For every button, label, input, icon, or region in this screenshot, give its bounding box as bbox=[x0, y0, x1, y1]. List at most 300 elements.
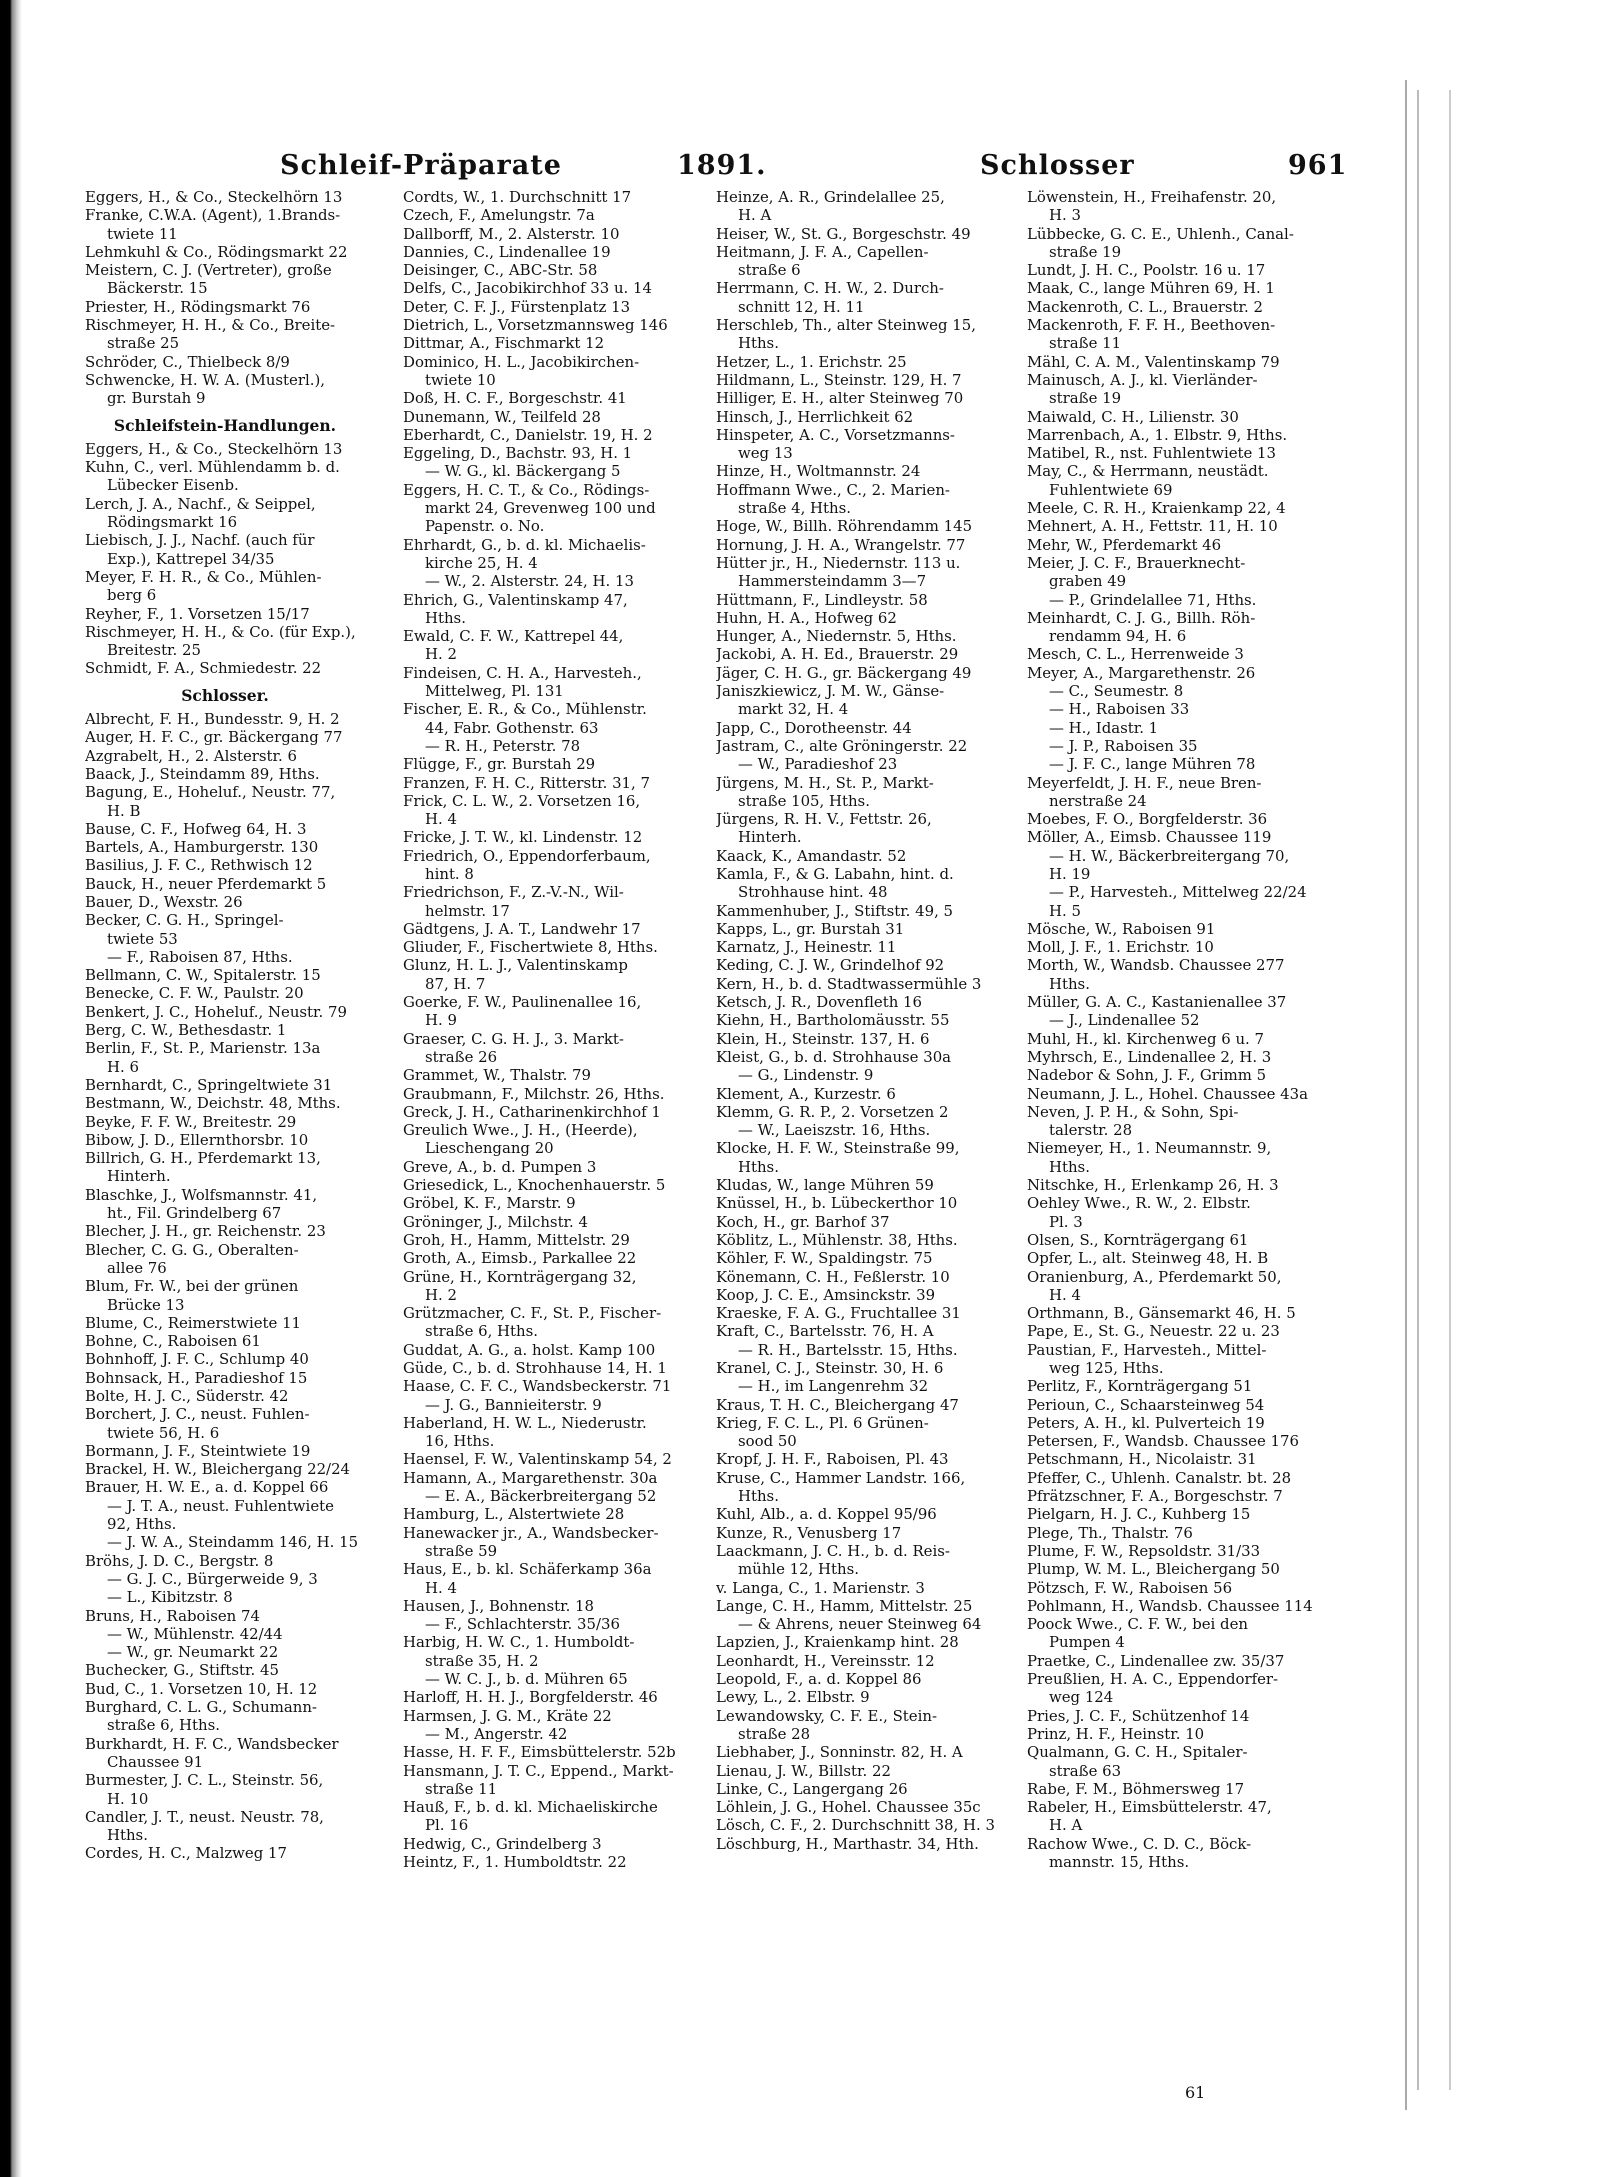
directory-entry: Herschleb, Th., alter Steinweg 15, bbox=[716, 316, 976, 335]
entry-continuation: H. 10 bbox=[107, 1789, 149, 1808]
directory-entry: Morth, W., Wandsb. Chaussee 277 bbox=[1027, 956, 1285, 975]
entry-continuation: Mittelweg, Pl. 131 bbox=[425, 682, 564, 701]
directory-entry: Hedwig, C., Grindelberg 3 bbox=[403, 1834, 602, 1853]
directory-entry: Nitschke, H., Erlenkamp 26, H. 3 bbox=[1027, 1176, 1279, 1195]
entry-continuation: Breitestr. 25 bbox=[107, 641, 201, 660]
directory-entry: Karnatz, J., Heinestr. 11 bbox=[716, 938, 897, 957]
page-edge-stack bbox=[1405, 80, 1467, 2110]
directory-entry: Hunger, A., Niedernstr. 5, Hths. bbox=[716, 627, 957, 646]
directory-entry: Franke, C.W.A. (Agent), 1.Brands- bbox=[85, 206, 341, 225]
directory-entry: Bause, C. F., Hofweg 64, H. 3 bbox=[85, 819, 307, 838]
entry-continuation: Hths. bbox=[425, 608, 466, 627]
entry-continuation: — R. H., Bartelsstr. 15, Hths. bbox=[738, 1340, 958, 1359]
directory-entry: Azgrabelt, H., 2. Alsterstr. 6 bbox=[85, 746, 297, 765]
directory-entry: Eberhardt, C., Danielstr. 19, H. 2 bbox=[403, 425, 653, 444]
directory-entry: Hinspeter, A. C., Vorsetzmanns- bbox=[716, 425, 955, 444]
signature-number: 61 bbox=[1185, 2083, 1206, 2102]
directory-entry: Bauck, H., neuer Pferdemarkt 5 bbox=[85, 874, 327, 893]
directory-entry: Poock Wwe., C. F. W., bei den bbox=[1027, 1615, 1248, 1634]
directory-entry: Hildmann, L., Steinstr. 129, H. 7 bbox=[716, 370, 962, 389]
entry-continuation: ht., Fil. Grindelberg 67 bbox=[107, 1204, 282, 1223]
directory-entry: Bibow, J. D., Ellernthorsbr. 10 bbox=[85, 1130, 309, 1149]
directory-entry: Franzen, F. H. C., Ritterstr. 31, 7 bbox=[403, 773, 650, 792]
entry-continuation: twiete 11 bbox=[107, 224, 178, 243]
directory-entry: Billrich, G. H., Pferdemarkt 13, bbox=[85, 1149, 321, 1168]
directory-entry: Gröbel, K. F., Marstr. 9 bbox=[403, 1194, 576, 1213]
directory-entry: Krieg, F. C. L., Pl. 6 Grünen- bbox=[716, 1413, 929, 1432]
directory-entry: Grüne, H., Kornträgergang 32, bbox=[403, 1267, 637, 1286]
directory-entry: Glunz, H. L. J., Valentinskamp bbox=[403, 956, 628, 975]
directory-entry: Olsen, S., Kornträgergang 61 bbox=[1027, 1230, 1249, 1249]
directory-entry: Dittmar, A., Fischmarkt 12 bbox=[403, 334, 605, 353]
directory-entry: Bestmann, W., Deichstr. 48, Mths. bbox=[85, 1094, 341, 1113]
entry-continuation: 44, Fabr. Gothenstr. 63 bbox=[425, 718, 599, 737]
entry-continuation: — W. G., kl. Bäckergang 5 bbox=[425, 462, 621, 481]
directory-entry: Friedrichson, F., Z.-V.-N., Wil- bbox=[403, 883, 624, 902]
directory-entry: Peters, A. H., kl. Pulverteich 19 bbox=[1027, 1413, 1265, 1432]
directory-entry: Dallborff, M., 2. Alsterstr. 10 bbox=[403, 224, 620, 243]
directory-entry: Keding, C. J. W., Grindelhof 92 bbox=[716, 956, 945, 975]
directory-entry: Gröninger, J., Milchstr. 4 bbox=[403, 1212, 588, 1231]
directory-entry: Jürgens, M. H., St. P., Markt- bbox=[716, 773, 934, 792]
directory-entry: Liebhaber, J., Sonninstr. 82, H. A bbox=[716, 1743, 963, 1762]
entry-continuation: twiete 53 bbox=[107, 929, 178, 948]
directory-entry: Möller, A., Eimsb. Chaussee 119 bbox=[1027, 828, 1272, 847]
directory-entry: Hanewacker jr., A., Wandsbecker- bbox=[403, 1523, 659, 1542]
directory-entry: Kropf, J. H. F., Raboisen, Pl. 43 bbox=[716, 1450, 949, 1469]
section-heading: Schlosser. bbox=[181, 686, 269, 705]
directory-entry: Herrmann, C. H. W., 2. Durch- bbox=[716, 279, 944, 298]
directory-entry: Fricke, J. T. W., kl. Lindenstr. 12 bbox=[403, 828, 643, 847]
directory-entry: v. Langa, C., 1. Marienstr. 3 bbox=[716, 1578, 925, 1597]
directory-entry: Kaack, K., Amandastr. 52 bbox=[716, 846, 907, 865]
directory-entry: Löwenstein, H., Freihafenstr. 20, bbox=[1027, 188, 1277, 206]
column-4 bbox=[1027, 188, 1327, 1871]
directory-entry: Marrenbach, A., 1. Elbstr. 9, Hths. bbox=[1027, 425, 1288, 444]
directory-entry: Ehrhardt, G., b. d. kl. Michaelis- bbox=[403, 535, 646, 554]
entry-continuation: straße 105, Hths. bbox=[738, 791, 870, 810]
directory-entry: Graeser, C. G. H. J., 3. Markt- bbox=[403, 1029, 624, 1048]
directory-entry: Kruse, C., Hammer Landstr. 166, bbox=[716, 1468, 966, 1487]
entry-continuation: nerstraße 24 bbox=[1049, 791, 1147, 810]
scan-shadow-left bbox=[0, 0, 22, 2177]
directory-entry: Schmidt, F. A., Schmiedestr. 22 bbox=[85, 659, 322, 678]
directory-entry: Fischer, E. R., & Co., Mühlenstr. bbox=[403, 700, 647, 719]
entry-continuation: — W., Mühlenstr. 42/44 bbox=[107, 1624, 283, 1643]
directory-entry: Harbig, H. W. C., 1. Humboldt- bbox=[403, 1633, 635, 1652]
directory-entry: Orthmann, B., Gänsemarkt 46, H. 5 bbox=[1027, 1304, 1296, 1323]
directory-entry: Harmsen, J. G. M., Kräte 22 bbox=[403, 1706, 612, 1725]
directory-entry: Gliuder, F., Fischertwiete 8, Hths. bbox=[403, 938, 658, 957]
directory-page bbox=[85, 150, 1348, 2110]
directory-entry: Pries, J. C. F., Schützenhof 14 bbox=[1027, 1706, 1250, 1725]
directory-entry: Nadebor & Sohn, J. F., Grimm 5 bbox=[1027, 1066, 1267, 1085]
directory-entry: Löschburg, H., Marthastr. 34, Hth. bbox=[716, 1834, 979, 1853]
directory-entry: Kuhn, C., verl. Mühlendamm b. d. bbox=[85, 458, 340, 477]
directory-entry: Gädtgens, J. A. T., Landwehr 17 bbox=[403, 919, 641, 938]
entry-continuation: kirche 25, H. 4 bbox=[425, 553, 538, 572]
directory-entry: Müller, G. A. C., Kastanienallee 37 bbox=[1027, 993, 1287, 1012]
directory-entry: Kranel, C. J., Steinstr. 30, H. 6 bbox=[716, 1359, 944, 1377]
directory-entry: Basilius, J. F. C., Rethwisch 12 bbox=[85, 856, 313, 875]
directory-entry: Lapzien, J., Kraienkamp hint. 28 bbox=[716, 1633, 959, 1652]
directory-entry: Deisinger, C., ABC-Str. 58 bbox=[403, 261, 598, 280]
directory-entry: Hinsch, J., Herrlichkeit 62 bbox=[716, 407, 914, 426]
directory-entry: Candler, J. T., neust. Neustr. 78, bbox=[85, 1807, 324, 1826]
entry-continuation: — & Ahrens, neuer Steinweg 64 bbox=[738, 1615, 982, 1634]
directory-entry: Hornung, J. H. A., Wrangelstr. 77 bbox=[716, 535, 966, 554]
directory-entry: Albrecht, F. H., Bundesstr. 9, H. 2 bbox=[85, 710, 340, 729]
directory-entry: Preußlien, H. A. C., Eppendorfer- bbox=[1027, 1670, 1279, 1689]
directory-entry: Leonhardt, H., Vereinsstr. 12 bbox=[716, 1651, 935, 1670]
entry-continuation: Brücke 13 bbox=[107, 1295, 185, 1314]
directory-entry: Heiser, W., St. G., Borgeschstr. 49 bbox=[716, 224, 971, 243]
directory-entry: Pötzsch, F. W., Raboisen 56 bbox=[1027, 1578, 1233, 1597]
directory-entry: Deter, C. F. J., Fürstenplatz 13 bbox=[403, 297, 631, 316]
directory-entry: Hoge, W., Billh. Röhrendamm 145 bbox=[716, 517, 973, 536]
directory-entry: Liebisch, J. J., Nachf. (auch für bbox=[85, 531, 315, 550]
directory-entry: Ketsch, J. R., Dovenfleth 16 bbox=[716, 993, 922, 1012]
entry-continuation: — J. P., Raboisen 35 bbox=[1049, 736, 1198, 755]
directory-entry: Burghard, C. L. G., Schumann- bbox=[85, 1698, 317, 1717]
page-header bbox=[85, 150, 1348, 190]
directory-entry: Qualmann, G. C. H., Spitaler- bbox=[1027, 1743, 1248, 1762]
directory-entry: Haberland, H. W. L., Niederustr. bbox=[403, 1413, 647, 1432]
directory-entry: Könemann, C. H., Feßlerstr. 10 bbox=[716, 1267, 950, 1286]
directory-entry: Neven, J. P. H., & Sohn, Spi- bbox=[1027, 1102, 1239, 1121]
directory-entry: Greck, J. H., Catharinenkirchhof 1 bbox=[403, 1102, 661, 1121]
entry-continuation: — W., 2. Alsterstr. 24, H. 13 bbox=[425, 572, 634, 591]
directory-entry: Graubmann, F., Milchstr. 26, Hths. bbox=[403, 1084, 665, 1103]
directory-entry: Hilliger, E. H., alter Steinweg 70 bbox=[716, 389, 964, 408]
directory-entry: Auger, H. F. C., gr. Bäckergang 77 bbox=[85, 728, 343, 747]
directory-entry: Mähl, C. A. M., Valentinskamp 79 bbox=[1027, 352, 1280, 371]
directory-entry: Kern, H., b. d. Stadtwassermühle 3 bbox=[716, 974, 982, 993]
directory-entry: Ehrich, G., Valentinskamp 47, bbox=[403, 590, 628, 609]
directory-entry: Petschmann, H., Nicolaistr. 31 bbox=[1027, 1450, 1257, 1469]
entry-continuation: berg 6 bbox=[107, 586, 157, 605]
directory-entry: Myhrsch, E., Lindenallee 2, H. 3 bbox=[1027, 1047, 1272, 1066]
entry-continuation: weg 13 bbox=[738, 444, 793, 463]
directory-entry: Huhn, H. A., Hofweg 62 bbox=[716, 608, 897, 627]
directory-entry: Janiszkiewicz, J. M. W., Gänse- bbox=[716, 682, 945, 701]
directory-entry: Bauer, D., Wexstr. 26 bbox=[85, 892, 243, 911]
directory-entry: Perlitz, F., Kornträgergang 51 bbox=[1027, 1377, 1253, 1396]
entry-continuation: — J. W. A., Steindamm 146, H. 15 bbox=[107, 1533, 359, 1552]
directory-entry: Blecher, C. G. G., Oberalten- bbox=[85, 1240, 299, 1259]
entry-continuation: sood 50 bbox=[738, 1432, 797, 1451]
entry-continuation: — H., im Langenrehm 32 bbox=[738, 1377, 929, 1396]
directory-entry: Löhlein, J. G., Hohel. Chaussee 35c bbox=[716, 1798, 981, 1817]
directory-entry: Dannies, C., Lindenallee 19 bbox=[403, 242, 611, 261]
entry-continuation: graben 49 bbox=[1049, 572, 1127, 591]
directory-entry: Jastram, C., alte Gröningerstr. 22 bbox=[716, 736, 968, 755]
directory-entry: Prinz, H. F., Heinstr. 10 bbox=[1027, 1724, 1205, 1743]
entry-continuation: H. A bbox=[1049, 1816, 1083, 1835]
directory-entry: Rischmeyer, H. H., & Co. (für Exp.), bbox=[85, 622, 356, 641]
directory-entry: Rabe, F. M., Böhmersweg 17 bbox=[1027, 1779, 1245, 1798]
directory-entry: Muhl, H., kl. Kirchenweg 6 u. 7 bbox=[1027, 1029, 1264, 1048]
directory-entry: Linke, C., Langergang 26 bbox=[716, 1779, 908, 1798]
directory-entry: Hütter jr., H., Niedernstr. 113 u. bbox=[716, 553, 961, 572]
directory-entry: Meier, J. C. F., Brauerknecht- bbox=[1027, 553, 1246, 572]
directory-entry: Kraeske, F. A. G., Fruchtallee 31 bbox=[716, 1304, 961, 1323]
directory-entry: Jäger, C. H. G., gr. Bäckergang 49 bbox=[716, 663, 972, 682]
entry-continuation: mannstr. 15, Hths. bbox=[1049, 1853, 1190, 1872]
directory-entry: Bruns, H., Raboisen 74 bbox=[85, 1606, 260, 1625]
header-section-left: Schleif-Präparate bbox=[280, 150, 562, 181]
entry-continuation: H. 19 bbox=[1049, 864, 1091, 883]
entry-continuation: — G. J. C., Bürgerweide 9, 3 bbox=[107, 1569, 318, 1588]
directory-entry: Dominico, H. L., Jacobikirchen- bbox=[403, 352, 640, 371]
entry-continuation: gr. Burstah 9 bbox=[107, 389, 206, 408]
directory-entry: Köblitz, L., Mühlenstr. 38, Hths. bbox=[716, 1230, 958, 1249]
directory-entry: Klement, A., Kurzestr. 6 bbox=[716, 1084, 896, 1103]
directory-entry: Guddat, A. G., a. holst. Kamp 100 bbox=[403, 1340, 656, 1359]
directory-entry: Dunemann, W., Teilfeld 28 bbox=[403, 407, 601, 426]
directory-entry: Leopold, F., a. d. Koppel 86 bbox=[716, 1670, 922, 1689]
directory-entry: Kludas, W., lange Mühren 59 bbox=[716, 1176, 934, 1195]
directory-entry: Klein, H., Steinstr. 137, H. 6 bbox=[716, 1029, 930, 1048]
directory-columns bbox=[85, 188, 1330, 2088]
directory-entry: Haase, C. F. C., Wandsbeckerstr. 71 bbox=[403, 1377, 672, 1396]
directory-entry: Rabeler, H., Eimsbüttelerstr. 47, bbox=[1027, 1798, 1272, 1817]
directory-entry: Heintz, F., 1. Humboldtstr. 22 bbox=[403, 1853, 627, 1872]
directory-entry: Rischmeyer, H. H., & Co., Breite- bbox=[85, 316, 336, 335]
directory-entry: Oehley Wwe., R. W., 2. Elbstr. bbox=[1027, 1194, 1251, 1213]
directory-entry: Hausen, J., Bohnenstr. 18 bbox=[403, 1596, 594, 1615]
directory-entry: Goerke, F. W., Paulinenallee 16, bbox=[403, 993, 642, 1012]
entry-continuation: — J. G., Bannieiterstr. 9 bbox=[425, 1395, 602, 1414]
directory-entry: Greulich Wwe., J. H., (Heerde), bbox=[403, 1121, 638, 1140]
entry-continuation: mühle 12, Hths. bbox=[738, 1560, 859, 1579]
directory-entry: Meyer, F. H. R., & Co., Mühlen- bbox=[85, 567, 322, 586]
entry-continuation: Pumpen 4 bbox=[1049, 1633, 1125, 1652]
directory-entry: Blaschke, J., Wolfsmannstr. 41, bbox=[85, 1185, 318, 1204]
directory-entry: Kapps, L., gr. Burstah 31 bbox=[716, 919, 905, 938]
entry-continuation: — M., Angerstr. 42 bbox=[425, 1724, 568, 1743]
directory-entry: Moll, J. F., 1. Erichstr. 10 bbox=[1027, 938, 1214, 957]
directory-entry: Bagung, E., Hoheluf., Neustr. 77, bbox=[85, 783, 336, 802]
directory-entry: Berg, C. W., Bethesdastr. 1 bbox=[85, 1021, 287, 1040]
entry-continuation: 16, Hths. bbox=[425, 1432, 495, 1451]
entry-continuation: Hths. bbox=[1049, 974, 1090, 993]
directory-entry: Findeisen, C. H. A., Harvesteh., bbox=[403, 663, 642, 682]
page-number: 961 bbox=[1288, 150, 1348, 181]
entry-continuation: straße 19 bbox=[1049, 389, 1122, 408]
directory-entry: Mainusch, A. J., kl. Vierländer- bbox=[1027, 370, 1258, 389]
directory-entry: Kraus, T. H. C., Bleichergang 47 bbox=[716, 1395, 959, 1414]
entry-continuation: straße 35, H. 2 bbox=[425, 1651, 539, 1670]
directory-entry: Mackenroth, C. L., Brauerstr. 2 bbox=[1027, 297, 1263, 316]
directory-entry: Delfs, C., Jacobikirchhof 33 u. 14 bbox=[403, 279, 652, 298]
column-3 bbox=[716, 188, 1016, 1853]
directory-entry: Flügge, F., gr. Burstah 29 bbox=[403, 755, 596, 774]
directory-entry: Hetzer, L., 1. Erichstr. 25 bbox=[716, 352, 907, 371]
directory-entry: Kuhl, Alb., a. d. Koppel 95/96 bbox=[716, 1505, 937, 1524]
entry-continuation: Lieschengang 20 bbox=[425, 1139, 554, 1158]
entry-continuation: — L., Kibitzstr. 8 bbox=[107, 1588, 233, 1607]
entry-continuation: Bäckerstr. 15 bbox=[107, 279, 208, 298]
directory-entry: Benkert, J. C., Hoheluf., Neustr. 79 bbox=[85, 1002, 347, 1021]
entry-continuation: rendamm 94, H. 6 bbox=[1049, 627, 1187, 646]
entry-continuation: — J. F. C., lange Mühren 78 bbox=[1049, 755, 1256, 774]
directory-entry: Plege, Th., Thalstr. 76 bbox=[1027, 1523, 1193, 1542]
entry-continuation: — G., Lindenstr. 9 bbox=[738, 1066, 874, 1085]
entry-continuation: straße 6, Hths. bbox=[107, 1716, 220, 1735]
directory-entry: Lewandowsky, C. F. E., Stein- bbox=[716, 1706, 937, 1725]
entry-continuation: Hinterh. bbox=[107, 1167, 171, 1186]
directory-entry: Mehnert, A. H., Fettstr. 11, H. 10 bbox=[1027, 517, 1278, 536]
entry-continuation: — P., Grindelallee 71, Hths. bbox=[1049, 590, 1257, 609]
entry-continuation: Pl. 16 bbox=[425, 1816, 469, 1835]
directory-entry: May, C., & Herrmann, neustädt. bbox=[1027, 462, 1269, 481]
directory-entry: Heitmann, J. F. A., Capellen- bbox=[716, 242, 929, 261]
directory-entry: Maak, C., lange Mühren 69, H. 1 bbox=[1027, 279, 1275, 298]
directory-entry: Meyerfeldt, J. H. F., neue Bren- bbox=[1027, 773, 1262, 792]
directory-entry: Jackobi, A. H. Ed., Brauerstr. 29 bbox=[716, 645, 959, 664]
entry-continuation: straße 6 bbox=[738, 261, 801, 280]
entry-continuation: H. B bbox=[107, 801, 141, 820]
entry-continuation: straße 25 bbox=[107, 334, 180, 353]
directory-entry: Pfeffer, C., Uhlenh. Canalstr. bt. 28 bbox=[1027, 1468, 1292, 1487]
directory-entry: Matibel, R., nst. Fuhlentwiete 13 bbox=[1027, 444, 1276, 463]
directory-entry: Köhler, F. W., Spaldingstr. 75 bbox=[716, 1249, 933, 1268]
directory-entry: Kunze, R., Venusberg 17 bbox=[716, 1523, 902, 1542]
entry-continuation: Papenstr. o. No. bbox=[425, 517, 545, 536]
directory-entry: Hauß, F., b. d. kl. Michaeliskirche bbox=[403, 1798, 658, 1817]
entry-continuation: markt 32, H. 4 bbox=[738, 700, 849, 719]
entry-continuation: 92, Hths. bbox=[107, 1515, 177, 1534]
directory-entry: Lösch, C. F., 2. Durchschnitt 38, H. 3 bbox=[716, 1816, 995, 1835]
directory-entry: Hamann, A., Margarethenstr. 30a bbox=[403, 1468, 658, 1487]
directory-entry: Czech, F., Amelungstr. 7a bbox=[403, 206, 595, 225]
directory-entry: Bohnhoff, J. F. C., Schlump 40 bbox=[85, 1350, 309, 1369]
entry-continuation: straße 19 bbox=[1049, 242, 1122, 261]
directory-entry: Bartels, A., Hamburgerstr. 130 bbox=[85, 838, 319, 857]
directory-entry: Lewy, L., 2. Elbstr. 9 bbox=[716, 1688, 870, 1707]
directory-entry: Koop, J. C. E., Amsinckstr. 39 bbox=[716, 1285, 936, 1304]
directory-entry: Hamburg, L., Alstertwiete 28 bbox=[403, 1505, 625, 1524]
column-1 bbox=[85, 188, 385, 1863]
directory-entry: Hansmann, J. T. C., Eppend., Markt- bbox=[403, 1761, 674, 1780]
entry-continuation: twiete 10 bbox=[425, 370, 496, 389]
directory-entry: Haensel, F. W., Valentinskamp 54, 2 bbox=[403, 1450, 672, 1469]
directory-entry: Blum, Fr. W., bei der grünen bbox=[85, 1277, 299, 1296]
directory-entry: Bormann, J. F., Steintwiete 19 bbox=[85, 1441, 311, 1460]
directory-entry: Plump, W. M. L., Bleichergang 50 bbox=[1027, 1560, 1280, 1579]
entry-continuation: — J. T. A., neust. Fuhlentwiete bbox=[107, 1496, 334, 1515]
directory-entry: Meyer, A., Margarethenstr. 26 bbox=[1027, 663, 1256, 682]
directory-entry: Maiwald, C. H., Lilienstr. 30 bbox=[1027, 407, 1239, 426]
entry-continuation: allee 76 bbox=[107, 1258, 167, 1277]
directory-entry: Benecke, C. F. W., Paulstr. 20 bbox=[85, 984, 304, 1003]
entry-continuation: — P., Harvesteh., Mittelweg 22/24 bbox=[1049, 883, 1307, 902]
directory-entry: Kraft, C., Bartelsstr. 76, H. A bbox=[716, 1322, 934, 1341]
directory-entry: Burkhardt, H. F. C., Wandsbecker bbox=[85, 1734, 339, 1753]
entry-continuation: straße 26 bbox=[425, 1047, 498, 1066]
entry-continuation: — R. H., Peterstr. 78 bbox=[425, 736, 581, 755]
directory-entry: Hasse, H. F. F., Eimsbüttelerstr. 52b bbox=[403, 1743, 676, 1762]
directory-entry: Lange, C. H., Hamm, Mittelstr. 25 bbox=[716, 1596, 973, 1615]
entry-continuation: Hths. bbox=[738, 1157, 779, 1176]
directory-entry: Bud, C., 1. Vorsetzen 10, H. 12 bbox=[85, 1679, 318, 1698]
directory-entry: Eggeling, D., Bachstr. 93, H. 1 bbox=[403, 444, 633, 463]
directory-entry: Niemeyer, H., 1. Neumannstr. 9, bbox=[1027, 1139, 1272, 1158]
directory-entry: Mehr, W., Pferdemarkt 46 bbox=[1027, 535, 1222, 554]
directory-entry: Priester, H., Rödingsmarkt 76 bbox=[85, 297, 311, 316]
directory-entry: Eggers, H., & Co., Steckelhörn 13 bbox=[85, 439, 343, 458]
directory-entry: Japp, C., Dorotheenstr. 44 bbox=[716, 718, 912, 737]
entry-continuation: straße 28 bbox=[738, 1724, 811, 1743]
directory-entry: Bohne, C., Raboisen 61 bbox=[85, 1332, 261, 1351]
entry-continuation: H. 4 bbox=[425, 810, 457, 829]
directory-entry: Heinze, A. R., Grindelallee 25, bbox=[716, 188, 945, 206]
entry-continuation: — W., Laeiszstr. 16, Hths. bbox=[738, 1121, 931, 1140]
entry-continuation: H. 3 bbox=[1049, 206, 1081, 225]
directory-entry: Borchert, J. C., neust. Fuhlen- bbox=[85, 1405, 310, 1424]
directory-entry: Baack, J., Steindamm 89, Hths. bbox=[85, 764, 320, 783]
entry-continuation: Rödingsmarkt 16 bbox=[107, 513, 238, 532]
entry-continuation: Lübecker Eisenb. bbox=[107, 476, 239, 495]
entry-continuation: H. 2 bbox=[425, 1285, 457, 1304]
entry-continuation: straße 11 bbox=[1049, 334, 1122, 353]
directory-entry: Güde, C., b. d. Strohhause 14, H. 1 bbox=[403, 1359, 667, 1377]
directory-entry: Klocke, H. F. W., Steinstraße 99, bbox=[716, 1139, 960, 1158]
directory-entry: Berlin, F., St. P., Marienstr. 13a bbox=[85, 1039, 321, 1058]
entry-continuation: weg 125, Hths. bbox=[1049, 1359, 1164, 1377]
directory-entry: Greve, A., b. d. Pumpen 3 bbox=[403, 1157, 597, 1176]
directory-entry: Reyher, F., 1. Vorsetzen 15/17 bbox=[85, 604, 310, 623]
entry-continuation: — H., Idastr. 1 bbox=[1049, 718, 1159, 737]
directory-entry: Lienau, J. W., Billstr. 22 bbox=[716, 1761, 891, 1780]
entry-continuation: straße 6, Hths. bbox=[425, 1322, 538, 1341]
directory-entry: Ewald, C. F. W., Kattrepel 44, bbox=[403, 627, 624, 646]
directory-entry: Grützmacher, C. F., St. P., Fischer- bbox=[403, 1304, 662, 1323]
section-heading: Schleifstein-Handlungen. bbox=[113, 416, 337, 435]
directory-entry: Pape, E., St. G., Neuestr. 22 u. 23 bbox=[1027, 1322, 1280, 1341]
directory-entry: Blecher, J. H., gr. Reichenstr. 23 bbox=[85, 1222, 326, 1241]
entry-continuation: — W. C. J., b. d. Mühren 65 bbox=[425, 1670, 628, 1689]
directory-entry: Pfrätzschner, F. A., Borgeschstr. 7 bbox=[1027, 1487, 1283, 1506]
directory-entry: Griesedick, L., Knochenhauerstr. 5 bbox=[403, 1176, 666, 1195]
directory-entry: Bolte, H. J. C., Süderstr. 42 bbox=[85, 1387, 289, 1405]
directory-entry: Harloff, H. H. J., Borgfelderstr. 46 bbox=[403, 1688, 658, 1707]
directory-entry: Brackel, H. W., Bleichergang 22/24 bbox=[85, 1460, 351, 1479]
directory-entry: Eggers, H., & Co., Steckelhörn 13 bbox=[85, 188, 343, 206]
directory-entry: Moebes, F. O., Borgfelderstr. 36 bbox=[1027, 810, 1268, 829]
directory-entry: Dietrich, L., Vorsetzmannsweg 146 bbox=[403, 316, 668, 335]
entry-continuation: — F., Schlachterstr. 35/36 bbox=[425, 1615, 620, 1634]
directory-entry: Friedrich, O., Eppendorferbaum, bbox=[403, 846, 651, 865]
entry-continuation: helmstr. 17 bbox=[425, 901, 510, 920]
directory-entry: Lundt, J. H. C., Poolstr. 16 u. 17 bbox=[1027, 261, 1266, 280]
directory-entry: Doß, H. C. F., Borgeschstr. 41 bbox=[403, 389, 627, 408]
directory-entry: Mösche, W., Raboisen 91 bbox=[1027, 919, 1216, 938]
directory-entry: Cordts, W., 1. Durchschnitt 17 bbox=[403, 188, 632, 206]
entry-continuation: H. 9 bbox=[425, 1011, 457, 1030]
directory-entry: Neumann, J. L., Hohel. Chaussee 43a bbox=[1027, 1084, 1308, 1103]
directory-entry: Paustian, F., Harvesteh., Mittel- bbox=[1027, 1340, 1267, 1359]
directory-entry: Pielgarn, H. J. C., Kuhberg 15 bbox=[1027, 1505, 1251, 1524]
header-year: 1891. bbox=[677, 150, 767, 181]
entry-continuation: Chaussee 91 bbox=[107, 1752, 204, 1771]
entry-continuation: straße 11 bbox=[425, 1779, 498, 1798]
directory-entry: Haus, E., b. kl. Schäferkamp 36a bbox=[403, 1560, 652, 1579]
directory-entry: Meele, C. R. H., Kraienkamp 22, 4 bbox=[1027, 499, 1286, 518]
entry-continuation: talerstr. 28 bbox=[1049, 1121, 1133, 1140]
directory-entry: Petersen, F., Wandsb. Chaussee 176 bbox=[1027, 1432, 1299, 1451]
